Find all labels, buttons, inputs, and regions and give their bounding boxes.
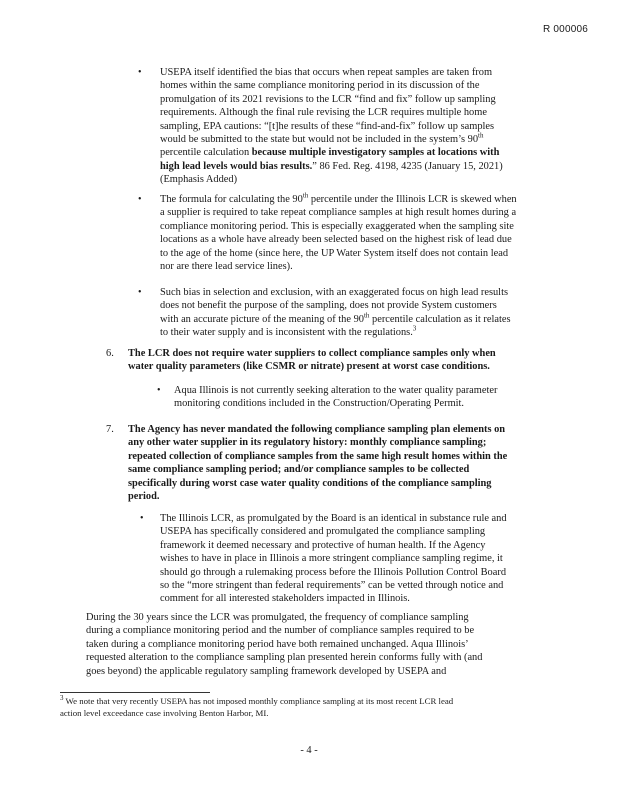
footnote-divider bbox=[60, 692, 210, 693]
page-number: - 4 - bbox=[300, 745, 318, 756]
bullet-icon: • bbox=[140, 513, 144, 524]
footnote: $^3$ We note that very recently USEPA has not imposed monthly compliance sampling at its most recent LCR lead action level exceedance case involving Benton Harbor, MI. bbox=[60, 694, 454, 718]
bullet-icon: • bbox=[138, 287, 142, 298]
bullet-icon: • bbox=[138, 194, 142, 205]
item-number: 6. bbox=[106, 348, 114, 359]
bullet-usepa-bias: USEPA itself identified the bias that occurs when repeat samples are taken from homes within the same compliance monitoring period in its discussion of the promulgation of its 2021 revisions to the LCR “find and fix” follow up sampling requirements. Although the final rule revising the LCR requires multiple home sampling, EPA cautions: “[t]he results of these “find-and-fix” follow up samples would be submitted to the state but would not be included in the system’s 90th percentile calculation because multiple investigatory samples at locations with high lead levels would bias results.” 86 Fed. Reg. 4198, 4235 (January 15, 2021) (Emphasis Added) bbox=[160, 67, 503, 186]
bullet-bias-exclusion: Such bias in selection and exclusion, with an exaggerated focus on high lead results does not benefit the purpose of the sampling, does not provide System customers with an accurate picture of the meaning of the 90th percentile calculation as it relates to their water supply and is inconsistent with the regulations.$^3$ bbox=[160, 287, 511, 339]
bullet-icon: • bbox=[157, 385, 161, 396]
bullet-90th-formula: The formula for calculating the 90th percentile under the Illinois LCR is skewed when a supplier is required to take repeat compliance samples at high result homes during a compliance monitoring period. This is especially exaggerated when the sampling site locations as a whole have already been selected based on the highest risk of lead due to the age of the home (since here, the UP Water System itself does not contain lead nor are there lead service lines). bbox=[160, 191, 517, 273]
item-7-heading: The Agency has never mandated the following compliance sampling plan elements on any other water supplier in its regulatory history: monthly compliance sampling; repeated collection of compliance samples from the same high result homes within the same compliance sampling period; and/or compliance samples to be collected specifically during worst case water quality conditions of the compliance sampling period. bbox=[128, 424, 508, 503]
bullet-icon: • bbox=[138, 67, 142, 78]
item-number: 7. bbox=[106, 424, 114, 435]
item-6-bullet: Aqua Illinois is not currently seeking alteration to the water quality parameter monitoring conditions included in the Construction/Operating Permit. bbox=[174, 385, 498, 410]
closing-paragraph: During the 30 years since the LCR was promulgated, the frequency of compliance sampling during a compliance monitoring period and the number of compliance samples required to be taken during a compliance monitoring period have both remained unchanged. Aqua Illinois’ requested alteration to the compliance sampling plan presented herein conforms fully with (and goes beyond) the applicable regulatory sampling framework developed by USEPA and bbox=[86, 612, 483, 677]
bates-number: R 000006 bbox=[543, 24, 588, 35]
item-7-bullet: The Illinois LCR, as promulgated by the Board is an identical in substance rule and USEPA has specifically considered and promulgated the compliance sampling framework it deemed necessary and protective of human health. If the Agency wishes to have in place in Illinois a more stringent compliance sampling regime, it should go through a rulemaking process before the Illinois Pollution Control Board so the “more stringent than federal requirements” can be vetted through notice and comment for all interested stakeholders impacted in Illinois. bbox=[160, 513, 507, 605]
footnote-reference: 3 bbox=[412, 324, 417, 333]
item-6-heading: The LCR does not require water suppliers to collect compliance samples only when water quality parameters (like CSMR or nitrate) present at worst case conditions. bbox=[128, 348, 496, 373]
